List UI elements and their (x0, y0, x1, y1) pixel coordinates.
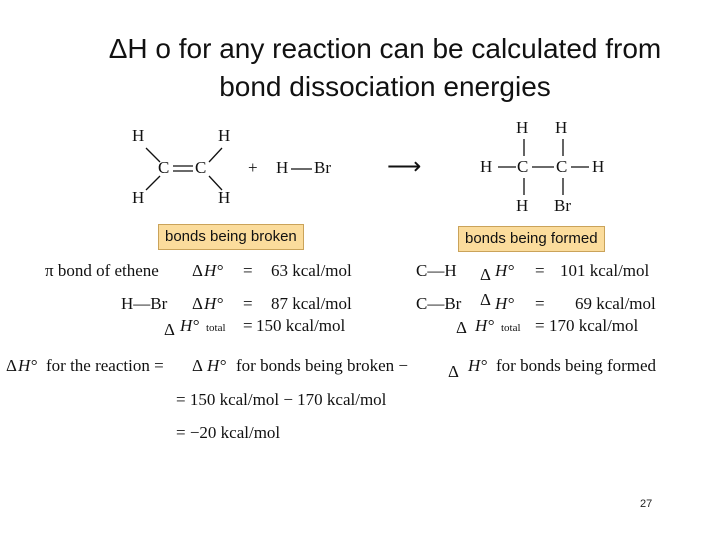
ethene-c-right: C (195, 158, 207, 177)
hbr-h: H (276, 158, 289, 177)
broken-row1-label: π bond of ethene (45, 261, 159, 280)
formed-row1-value: 101 kcal/mol (560, 261, 650, 280)
formed-row1-symbol: H° (495, 261, 515, 280)
product-c2: C (556, 157, 568, 176)
broken-total-value: 150 kcal/mol (256, 316, 346, 335)
broken-row2-value: 87 kcal/mol (271, 294, 352, 313)
formed-row2-value: 69 kcal/mol (575, 294, 656, 313)
broken-row1-value: 63 kcal/mol (271, 261, 352, 280)
product-h-bottom: H (516, 196, 529, 215)
product-h-right: H (592, 157, 605, 176)
formed-total-value: 170 kcal/mol (549, 316, 639, 335)
formed-total-symbol: H° (475, 316, 495, 335)
ethene-h-bottom-left: H (132, 188, 145, 207)
summary-right-symbol: H° (468, 356, 488, 375)
product-br-bottom: Br (554, 196, 571, 215)
plus-sign: + (248, 158, 258, 177)
summary-right-delta: Δ (448, 362, 459, 381)
broken-total-eq: = (243, 316, 253, 335)
summary-lhs-text: for the reaction = (46, 356, 164, 375)
formed-total-sub: total (501, 322, 521, 334)
formed-row1-delta: Δ (480, 265, 491, 284)
ethene-c-left: C (158, 158, 170, 177)
bonds-broken-heading: bonds being broken (158, 224, 304, 250)
ethene-bond-h3 (146, 176, 160, 190)
broken-total-symbol: H° (180, 316, 200, 335)
broken-row2-label: H—Br (121, 294, 168, 313)
product-h-top-2: H (555, 118, 568, 137)
summary-lhs-delta: Δ (6, 356, 17, 375)
title-line-2: bond dissociation energies (219, 71, 551, 102)
summary-mid-symbol: H° (207, 356, 227, 375)
broken-total-delta: Δ (164, 320, 175, 339)
formed-row2-label: C—Br (416, 294, 462, 313)
reaction-scheme (0, 0, 720, 230)
ethene-h-top-right: H (218, 126, 231, 145)
broken-row1-symbol: H° (204, 261, 224, 280)
formed-row1-label: C—H (416, 261, 457, 280)
summary-step2: = −20 kcal/mol (176, 423, 281, 442)
ethene-bond-h2 (209, 148, 222, 162)
formed-row2-symbol: H° (495, 294, 515, 313)
summary-mid-delta: Δ (192, 356, 203, 375)
broken-row1-eq: = (243, 261, 253, 280)
broken-row2-delta: Δ (192, 294, 203, 313)
page-number: 27 (640, 498, 653, 510)
formed-total-eq: = (535, 316, 545, 335)
broken-row1-delta: Δ (192, 261, 203, 280)
title-line-1: ΔH o for any reaction can be calculated from (108, 33, 662, 64)
summary-mid-text: for bonds being broken − (236, 356, 409, 375)
product-h-top-1: H (516, 118, 529, 137)
ethene-h-bottom-right: H (218, 188, 231, 207)
product-c1: C (517, 157, 529, 176)
ethene-h-top-left: H (132, 126, 145, 145)
summary-right-text: for bonds being formed (496, 356, 657, 375)
summary-lhs-symbol: H° (18, 356, 38, 375)
formed-total-delta: Δ (456, 318, 467, 337)
broken-row2-symbol: H° (204, 294, 224, 313)
product-h-left: H (480, 157, 493, 176)
broken-total-sub: total (206, 322, 226, 334)
broken-row2-eq: = (243, 294, 253, 313)
reaction-arrow: ⟶ (387, 154, 422, 180)
formed-row1-eq: = (535, 261, 545, 280)
formed-row2-delta: Δ (480, 290, 491, 309)
formed-row2-eq: = (535, 294, 545, 313)
summary-step1: = 150 kcal/mol − 170 kcal/mol (176, 390, 387, 409)
bonds-formed-heading: bonds being formed (458, 226, 605, 252)
hbr-br: Br (314, 158, 331, 177)
